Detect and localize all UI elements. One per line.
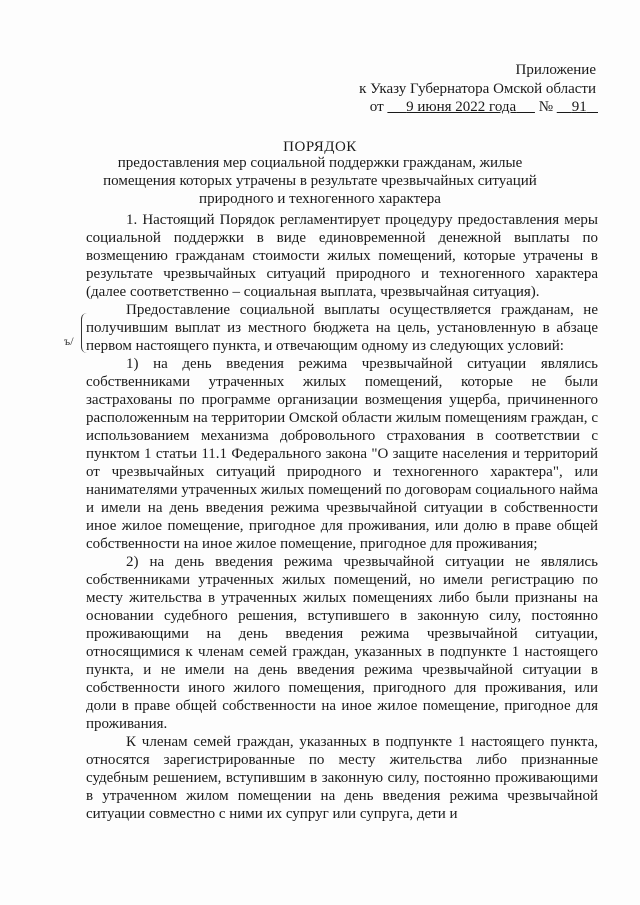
document-subtitle: предоставления мер социальной поддержки гражданам, жилые помещения которых утрачены в результате чрезвычайных ситуаций природного и техногенного характера <box>103 155 537 207</box>
paragraph: Предоставление социальной выплаты осуществляется гражданам, не получившим выплат из местного бюджета на цель, установленную в абзаце первом настоящего пункта, и отвечающим одному из следующих условий: <box>86 302 598 354</box>
document-body <box>86 211 598 823</box>
appendix-from-prefix: от <box>369 99 384 115</box>
appendix-decree-ref: к Указу Губернатора Омской области <box>359 81 596 97</box>
appendix-date: 9 июня 2022 года <box>406 99 517 115</box>
appendix-line <box>359 79 596 99</box>
document-title: ПОРЯДОК <box>283 139 357 155</box>
handwritten-margin-note: ъ/ <box>64 334 74 348</box>
paragraph: 2) на день введения режима чрезвычайной ситуации не являлись собственниками утраченных жилых помещений, но имели регистрацию по месту жительства в утраченных жилых помещениях либо были признаны на основании судебного решения, вступившего в законную силу, постоянно проживающими на день введения режима чрезвычайной ситуации, относящимися к членам семей граждан, указанных в подпункте 1 настоящего пункта, и не имели на день введения режима чрезвычайной ситуации в собственности иного жилого помещения, пригодного для проживания, или доли в праве общей собственности на иное жилое помещение, пригодное для проживания. <box>86 554 598 732</box>
paragraph: К членам семей граждан, указанных в подпункте 1 настоящего пункта, относятся зарегистрированные по месту жительства либо признанные судебным решением, вступившим в законную силу, постоянно проживающими в утраченном жилом помещении на день введения режима чрезвычайной ситуации совместно с ними их супруг или супруга, дети и <box>86 734 598 822</box>
appendix-date-line <box>370 97 598 117</box>
appendix-number-prefix: № <box>538 99 553 115</box>
paragraph: 1) на день введения режима чрезвычайной ситуации являлись собственниками утраченных жилых помещений, которые не были застрахованы по программе организации возмещения ущерба, причиненного расположенным на территории Омской области жилым помещениям граждан, с использованием механизма добровольного страхования в соответствии с пунктом 1 статьи 11.1 Федерального закона "О защите населения и территорий от чрезвычайных ситуаций природного и техногенного характера", или нанимателями утраченных жилых помещений по договорам социального найма и имели на день введения режима чрезвычайной ситуации в собственности иное жилое помещение, пригодное для проживания, или долю в праве общей собственности на иное жилое помещение, пригодное для проживания; <box>86 356 598 552</box>
appendix-label: Приложение <box>515 62 596 78</box>
appendix-number: 91 <box>571 99 587 115</box>
appendix-line <box>515 60 596 80</box>
paragraph: 1. Настоящий Порядок регламентирует процедуру предоставления меры социальной поддержки в виде единовременной денежной выплаты по возмещению гражданам стоимости жилых помещений, которые утрачены в результате чрезвычайных ситуаций природного и техногенного характера (далее соответственно – социальная выплата, чрезвычайная ситуация). <box>86 212 598 300</box>
